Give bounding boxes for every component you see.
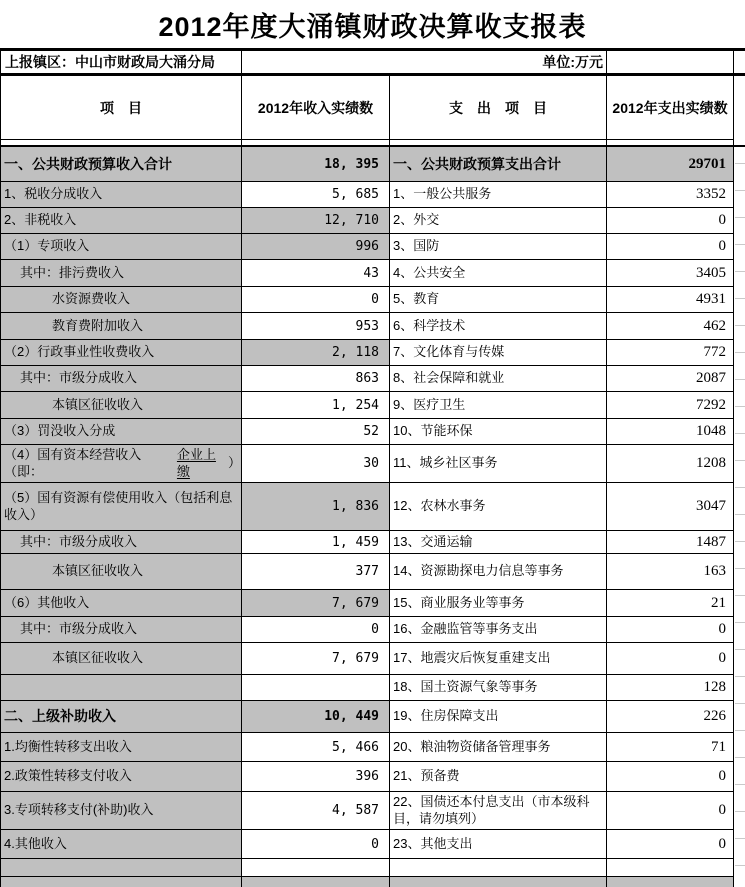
expense-value-cell: 3405 [607,260,734,287]
table-row [0,313,745,340]
header-gap-row [0,140,745,147]
income-value-cell: 996 [242,234,390,260]
income-value-cell: 2, 118 [242,340,390,366]
income-item-cell: （2）行政事业性收费收入 [0,340,242,366]
expense-item-cell: 14、资源勘探电力信息等事务 [390,554,607,590]
income-item-cell: （4）国有资本经营收入（即： 企业上缴 ） [0,445,242,483]
expense-value-cell: 7292 [607,392,734,419]
table-row [0,260,745,287]
table-row [0,531,745,554]
income-item-cell: 1.均衡性转移支出收入 [0,733,242,762]
table-row [0,208,745,234]
expense-item-cell: 11、城乡社区事务 [390,445,607,483]
income-item-cell: 2、非税收入 [0,208,242,234]
column-header-expense-item: 支 出 项 目 [390,76,607,140]
expense-value-cell: 3352 [607,182,734,208]
income-item-cell: 一、公共财政预算收入合计 [0,147,242,182]
expense-value-cell: 1208 [607,445,734,483]
table-row [0,234,745,260]
income-value-cell: 10, 449 [242,701,390,733]
table-row [0,733,745,762]
income-value-cell: 0 [242,830,390,859]
expense-item-cell: 6、科学技术 [390,313,607,340]
bottom-partial-row [0,877,745,887]
income-value-cell: 1, 836 [242,483,390,531]
gap-cell [0,140,242,145]
table-row [0,287,745,313]
expense-item-cell: 22、国债还本付息支出（市本级科目，请勿填列） [390,792,607,830]
income-value-cell: 52 [242,419,390,445]
expense-value-cell: 0 [607,234,734,260]
expense-item-cell: 7、文化体育与传媒 [390,340,607,366]
income-item-cell: （1）专项收入 [0,234,242,260]
column-header-expense-value: 2012年支出实绩数 [607,76,734,140]
report-title: 2012年度大涌镇财政决算收支报表 [0,0,745,51]
expense-item-cell: 19、住房保障支出 [390,701,607,733]
table-row [0,182,745,208]
income-item-cell: 本镇区征收收入 [0,643,242,675]
column-header-income-item: 项 目 [0,76,242,140]
income-value-cell: 396 [242,762,390,792]
column-header-income-value: 2012年收入实绩数 [242,76,390,140]
partial-cell [390,877,607,887]
income-item-cell: 2.政策性转移支付收入 [0,762,242,792]
income-item-cell: 1、税收分成收入 [0,182,242,208]
table-row [0,643,745,675]
expense-value-cell: 128 [607,675,734,701]
income-value-cell: 18, 395 [242,147,390,182]
gap-cell [607,140,734,145]
expense-value-cell: 29701 [607,147,734,182]
table-row [0,830,745,859]
expense-value-cell: 0 [607,643,734,675]
table-row [0,392,745,419]
expense-value-cell: 0 [607,792,734,830]
table-row [0,419,745,445]
column-header-row [0,76,745,140]
expense-value-cell: 0 [607,762,734,792]
expense-item-cell: 8、社会保障和就业 [390,366,607,392]
income-item-cell: （5）国有资源有偿使用收入（包括利息收入） [0,483,242,531]
expense-item-cell: 16、金融监管等事务支出 [390,617,607,643]
income-value-cell: 7, 679 [242,643,390,675]
income-item-cell: 3.专项转移支付(补助)收入 [0,792,242,830]
table-row [0,762,745,792]
income-item-cell: 其中：市级分成收入 [0,531,242,554]
expense-value-cell: 0 [607,208,734,234]
income-value-cell: 0 [242,617,390,643]
expense-value-cell: 4931 [607,287,734,313]
income-value-cell: 1, 254 [242,392,390,419]
expense-item-cell: 2、外交 [390,208,607,234]
adjacent-column-sliver [735,147,745,877]
expense-item-cell: 5、教育 [390,287,607,313]
expense-item-cell: 9、医疗卫生 [390,392,607,419]
income-item-cell: 其中：市级分成收入 [0,366,242,392]
income-item-cell: 本镇区征收收入 [0,554,242,590]
expense-item-cell: 21、预备费 [390,762,607,792]
income-value-cell [242,675,390,701]
expense-item-cell: 一、公共财政预算支出合计 [390,147,607,182]
income-value-cell: 30 [242,445,390,483]
expense-item-cell: 1、一般公共服务 [390,182,607,208]
income-item-cell [0,675,242,701]
table-row [0,859,745,877]
meta-spacer-cell [607,51,734,73]
gap-cell [390,140,607,145]
table-row [0,445,745,483]
expense-value-cell: 0 [607,617,734,643]
income-item-cell: 教育费附加收入 [0,313,242,340]
income-value-cell: 1, 459 [242,531,390,554]
table-row [0,554,745,590]
expense-item-cell: 3、国防 [390,234,607,260]
expense-value-cell: 21 [607,590,734,617]
income-item-cell: 水资源费收入 [0,287,242,313]
expense-item-cell [390,859,607,877]
table-row [0,147,745,182]
expense-value-cell [607,859,734,877]
income-value-cell: 4, 587 [242,792,390,830]
expense-item-cell: 20、粮油物资储备管理事务 [390,733,607,762]
partial-cell [242,877,390,887]
expense-value-cell: 1487 [607,531,734,554]
income-value-cell: 43 [242,260,390,287]
data-rows [0,147,745,877]
table-row [0,617,745,643]
income-value-cell [242,859,390,877]
expense-value-cell: 462 [607,313,734,340]
unit-of-measure-label: 单位:万元 [390,51,607,73]
income-item-cell [0,859,242,877]
income-item-cell: 其中：市级分成收入 [0,617,242,643]
income-value-cell: 377 [242,554,390,590]
income-value-cell: 863 [242,366,390,392]
income-value-cell: 0 [242,287,390,313]
income-value-cell: 5, 466 [242,733,390,762]
table-row [0,366,745,392]
expense-item-cell: 13、交通运输 [390,531,607,554]
table-row [0,792,745,830]
table-row [0,340,745,366]
income-item-cell: （6）其他收入 [0,590,242,617]
income-item-cell: 二、上级补助收入 [0,701,242,733]
expense-item-cell: 23、其他支出 [390,830,607,859]
expense-item-cell: 12、农林水事务 [390,483,607,531]
table-row [0,675,745,701]
income-item-cell: 其中：排污费收入 [0,260,242,287]
partial-cell [607,877,734,887]
income-item-cell: 4.其他收入 [0,830,242,859]
income-value-cell: 12, 710 [242,208,390,234]
table-row [0,590,745,617]
expense-value-cell: 2087 [607,366,734,392]
income-value-cell: 7, 679 [242,590,390,617]
expense-value-cell: 3047 [607,483,734,531]
partial-cell [0,877,242,887]
report-meta-row [0,51,745,76]
expense-value-cell: 0 [607,830,734,859]
expense-item-cell: 4、公共安全 [390,260,607,287]
income-value-cell: 5, 685 [242,182,390,208]
gap-cell [242,140,390,145]
expense-value-cell: 71 [607,733,734,762]
income-item-cell: 本镇区征收收入 [0,392,242,419]
table-row [0,483,745,531]
table-row [0,701,745,733]
expense-value-cell: 772 [607,340,734,366]
expense-item-cell: 10、节能环保 [390,419,607,445]
reporting-unit-label: 上报镇区：中山市财政局大涌分局 [0,51,242,73]
income-value-cell: 953 [242,313,390,340]
meta-spacer-cell [242,51,390,73]
income-item-cell: （3）罚没收入分成 [0,419,242,445]
expense-value-cell: 163 [607,554,734,590]
expense-item-cell: 17、地震灾后恢复重建支出 [390,643,607,675]
expense-value-cell: 226 [607,701,734,733]
expense-item-cell: 15、商业服务业等事务 [390,590,607,617]
expense-item-cell: 18、国土资源气象等事务 [390,675,607,701]
expense-value-cell: 1048 [607,419,734,445]
